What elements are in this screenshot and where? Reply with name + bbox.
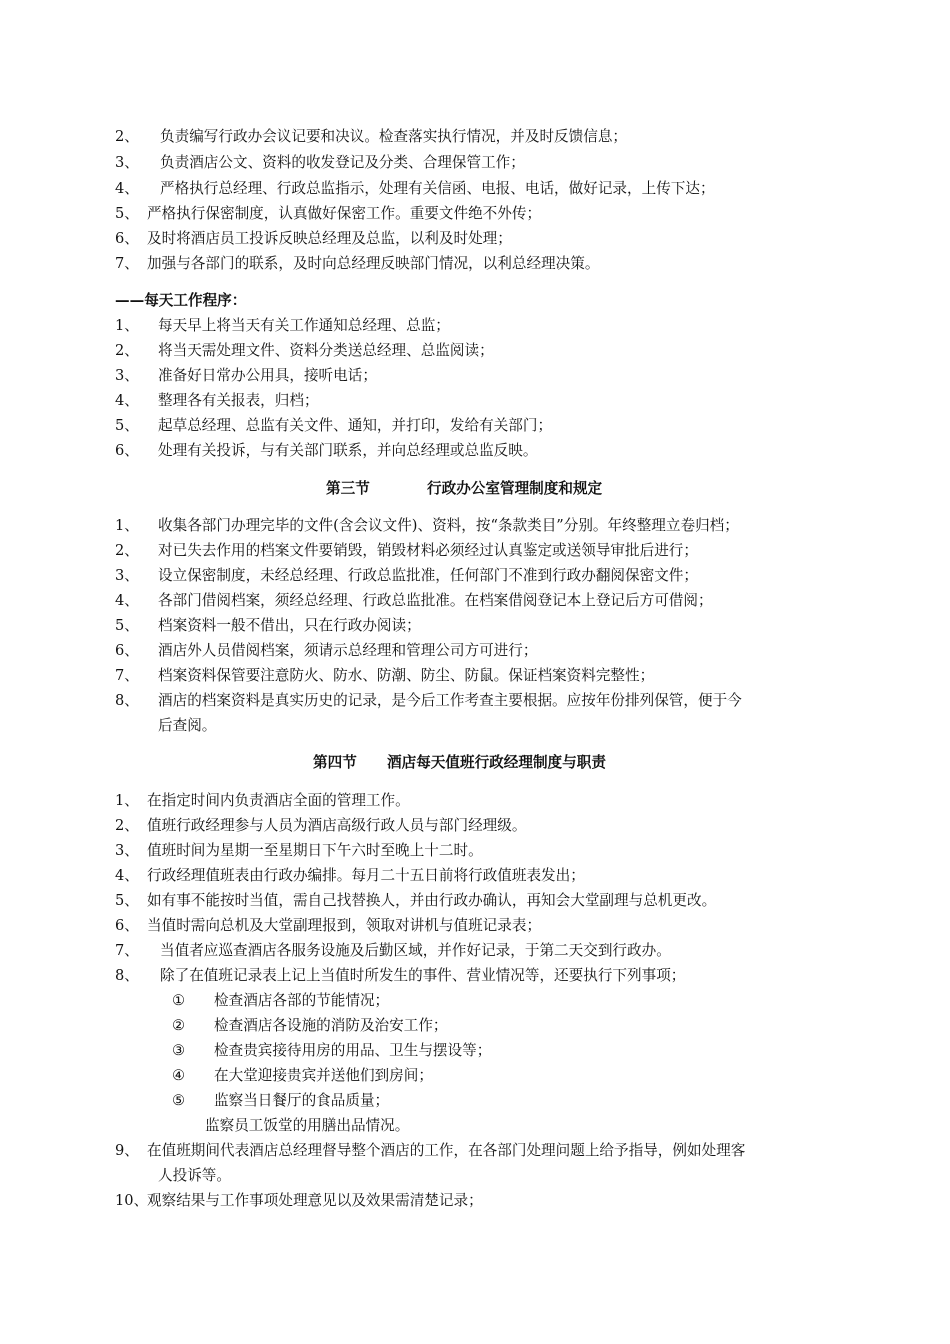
list-number: 6、 bbox=[115, 230, 139, 247]
list-number: 4、 bbox=[115, 180, 139, 197]
sub-list-text: 监察员工饭堂的用膳出品情况。 bbox=[205, 1117, 410, 1134]
list-text: 准备好日常办公用具，接听电话； bbox=[158, 367, 377, 384]
list-number: 8、 bbox=[115, 692, 139, 709]
list-text: 各部门借阅档案，须经总经理、行政总监批准。在档案借阅登记本上登记后方可借阅； bbox=[158, 592, 713, 609]
list-number: 5、 bbox=[115, 205, 139, 222]
list-text: 将当天需处理文件、资料分类送总经理、总监阅读； bbox=[158, 342, 494, 359]
list-number: 1、 bbox=[115, 792, 139, 809]
list-text: 设立保密制度，未经总经理、行政总监批准，任何部门不准到行政办翻阅保密文件； bbox=[158, 567, 698, 584]
list-number: 6、 bbox=[115, 917, 139, 934]
list-number: 5、 bbox=[115, 892, 139, 909]
circled-number: ① bbox=[172, 992, 186, 1009]
list-text: 人投诉等。 bbox=[158, 1167, 231, 1184]
sub-list-text: 检查酒店各设施的消防及治安工作； bbox=[214, 1017, 448, 1034]
circled-number: ② bbox=[172, 1017, 186, 1034]
list-text: 行政经理值班表由行政办编排。每月二十五日前将行政值班表发出； bbox=[147, 867, 585, 884]
list-text: 当值时需向总机及大堂副理报到，领取对讲机与值班记录表； bbox=[147, 917, 542, 934]
list-number: 2、 bbox=[115, 342, 139, 359]
circled-number: ③ bbox=[172, 1042, 186, 1059]
daily-procedure-heading: ——每天工作程序： bbox=[115, 292, 247, 309]
sub-list-text: 检查贵宾接待用房的用品、卫生与摆设等； bbox=[214, 1042, 492, 1059]
list-text: 后查阅。 bbox=[158, 717, 217, 734]
list-text: 档案资料保管要注意防火、防水、防潮、防尘、防鼠。保证档案资料完整性； bbox=[158, 667, 655, 684]
circled-number: ④ bbox=[172, 1067, 186, 1084]
sub-list-text: 在大堂迎接贵宾并送他们到房间； bbox=[214, 1067, 433, 1084]
list-text: 酒店的档案资料是真实历史的记录，是今后工作考查主要根据。应按年份排列保管，便于今 bbox=[158, 692, 742, 709]
list-text: 观察结果与工作事项处理意见以及效果需清楚记录； bbox=[147, 1192, 483, 1209]
list-number: 7、 bbox=[115, 942, 139, 959]
list-text: 加强与各部门的联系，及时向总经理反映部门情况，以利总经理决策。 bbox=[147, 255, 600, 272]
section-4-label: 第四节 bbox=[313, 754, 357, 771]
list-text: 酒店外人员借阅档案，须请示总经理和管理公司方可进行； bbox=[158, 642, 538, 659]
list-number: 9、 bbox=[115, 1142, 139, 1159]
list-text: 值班行政经理参与人员为酒店高级行政人员与部门经理级。 bbox=[147, 817, 527, 834]
sub-list-text: 检查酒店各部的节能情况； bbox=[214, 992, 390, 1009]
list-text: 当值者应巡查酒店各服务设施及后勤区域，并作好记录，于第二天交到行政办。 bbox=[160, 942, 671, 959]
list-text: 档案资料一般不借出，只在行政办阅读； bbox=[158, 617, 421, 634]
sub-list-text: 监察当日餐厅的食品质量； bbox=[214, 1092, 390, 1109]
list-number: 2、 bbox=[115, 542, 139, 559]
list-text: 负责酒店公文、资料的收发登记及分类、合理保管工作； bbox=[160, 154, 525, 171]
list-text: 及时将酒店员工投诉反映总经理及总监，以利及时处理； bbox=[147, 230, 512, 247]
list-number: 3、 bbox=[115, 567, 139, 584]
list-text: 值班时间为星期一至星期日下午六时至晚上十二时。 bbox=[147, 842, 483, 859]
list-number: 6、 bbox=[115, 442, 139, 459]
list-number: 4、 bbox=[115, 392, 139, 409]
list-number: 4、 bbox=[115, 867, 139, 884]
list-text: 严格执行保密制度，认真做好保密工作。重要文件绝不外传； bbox=[147, 205, 542, 222]
section-3-label: 第三节 bbox=[326, 480, 370, 497]
list-text: 对已失去作用的档案文件要销毁，销毁材料必须经过认真鉴定或送领导审批后进行； bbox=[158, 542, 698, 559]
list-number: 2、 bbox=[115, 817, 139, 834]
list-text: 起草总经理、总监有关文件、通知，并打印，发给有关部门； bbox=[158, 417, 553, 434]
circled-number: ⑤ bbox=[172, 1092, 186, 1109]
list-number: 6、 bbox=[115, 642, 139, 659]
list-number: 5、 bbox=[115, 417, 139, 434]
list-text: 每天早上将当天有关工作通知总经理、总监； bbox=[158, 317, 450, 334]
list-number: 2、 bbox=[115, 128, 139, 145]
list-number: 1、 bbox=[115, 517, 139, 534]
list-text: 收集各部门办理完毕的文件(含会议文件)、资料，按“条款类目”分别。年终整理立卷归档； bbox=[158, 517, 739, 534]
section-3-title: 行政办公室管理制度和规定 bbox=[427, 480, 603, 497]
list-number: 4、 bbox=[115, 592, 139, 609]
list-number: 7、 bbox=[115, 255, 139, 272]
list-text: 除了在值班记录表上记上当值时所发生的事件、营业情况等，还要执行下列事项； bbox=[160, 967, 686, 984]
list-number: 3、 bbox=[115, 367, 139, 384]
list-text: 如有事不能按时当值，需自己找替换人，并由行政办确认，再知会大堂副理与总机更改。 bbox=[147, 892, 717, 909]
list-text: 在值班期间代表酒店总经理督导整个酒店的工作，在各部门处理问题上给予指导，例如处理客 bbox=[147, 1142, 746, 1159]
section-4-title: 酒店每天值班行政经理制度与职责 bbox=[387, 754, 606, 771]
list-number: 5、 bbox=[115, 617, 139, 634]
list-number: 7、 bbox=[115, 667, 139, 684]
list-text: 处理有关投诉，与有关部门联系，并向总经理或总监反映。 bbox=[158, 442, 538, 459]
list-number: 3、 bbox=[115, 842, 139, 859]
list-number: 1、 bbox=[115, 317, 139, 334]
list-text: 在指定时间内负责酒店全面的管理工作。 bbox=[147, 792, 410, 809]
list-text: 负责编写行政办会议记要和决议。检查落实执行情况，并及时反馈信息； bbox=[160, 128, 628, 145]
list-number: 8、 bbox=[115, 967, 139, 984]
list-text: 严格执行总经理、行政总监指示，处理有关信函、电报、电话，做好记录，上传下达； bbox=[160, 180, 715, 197]
list-text: 整理各有关报表，归档； bbox=[158, 392, 319, 409]
list-number: 3、 bbox=[115, 154, 139, 171]
list-number: 10、 bbox=[115, 1192, 149, 1209]
